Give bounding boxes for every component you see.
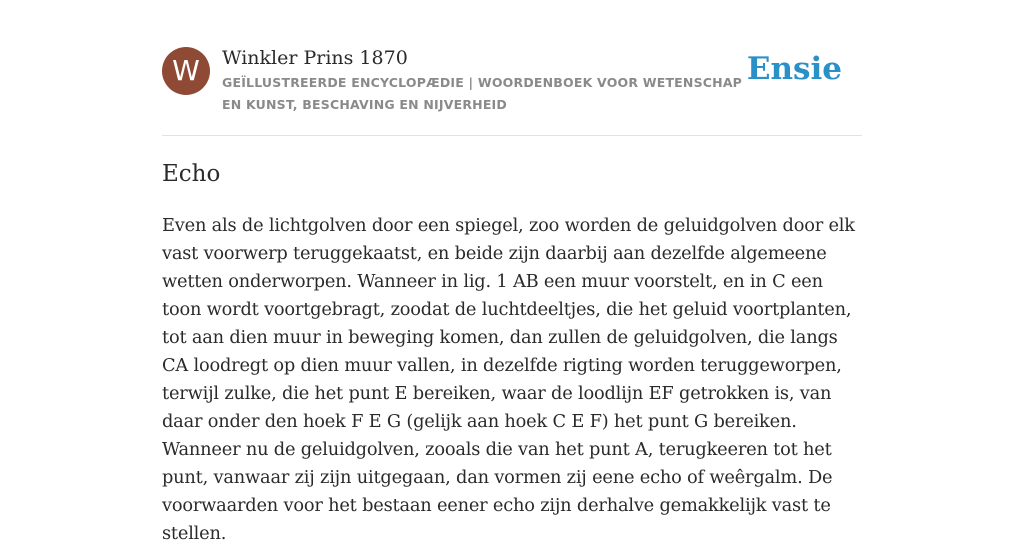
entry-title: Echo [162,161,221,187]
publication-subtitle: GEÏLLUSTREERDE ENCYCLOPÆDIE | WOORDENBOEK VOOR WETENSCHAP EN KUNST, BESCHAVING EN NIJVERHEID [222,75,743,112]
header-divider [162,135,862,136]
avatar[interactable]: W [162,47,210,95]
brand-logo[interactable]: Ensie [746,51,842,87]
publication-title[interactable]: Winkler Prins 1870 [222,47,408,69]
header [162,46,862,116]
entry-body: Even als de lichtgolven door een spiegel, zoo worden de geluidgolven door elk vast voorwerp teruggekaatst, en beide zijn daarbij aan dezelfde algemeene wetten onderworpen. Wanneer in lig. 1 AB een muur voorstelt, en in C een toon wordt voortgebragt, zoodat de luchtdeeltjes, die het geluid voortplanten, tot aan dien muur in beweging komen, dan zullen de geluidgolven, die langs CA loodregt op dien muur vallen, in dezelfde rigting worden teruggeworpen, terwijl zulke, die het punt E bereiken, waar de loodlijn EF getrokken is, van daar onder den hoek F E G (gelijk aan hoek C E F) het punt G bereiken. Wanneer nu de geluidgolven, zooals die van het punt A, terugkeeren tot het punt, vanwaar zij zijn uitgegaan, dan vormen zij eene echo of weêrgalm. De voorwaarden voor het bestaan eener echo zijn derhalve gemakkelijk vast te stellen. [162,215,855,544]
